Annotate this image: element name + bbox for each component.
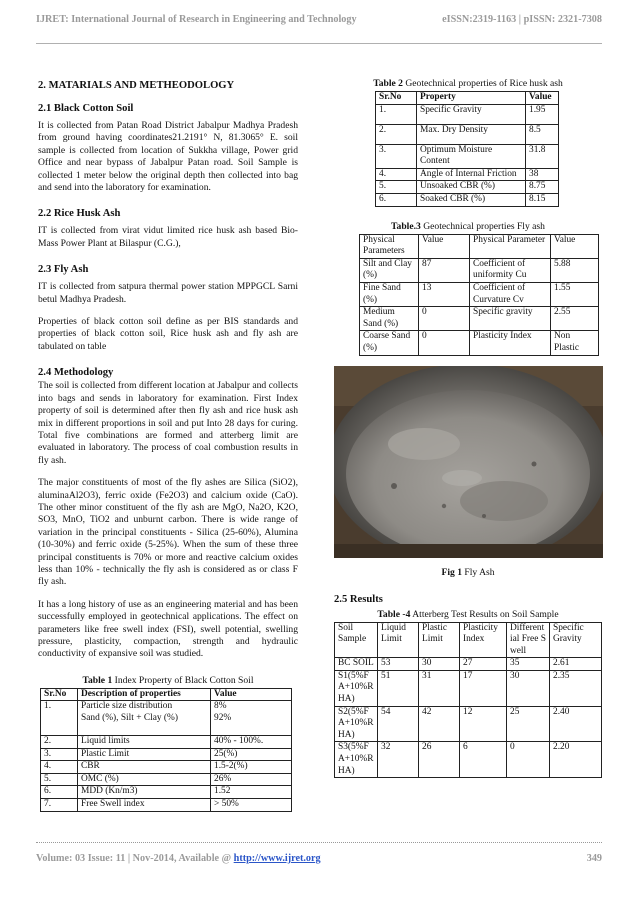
table-row	[41, 761, 292, 774]
table4-cell: 12	[460, 706, 507, 742]
subsection-title-results: 2.5 Results	[334, 593, 383, 605]
journal-title: IJRET: International Journal of Research in Engineering and Technology	[36, 14, 357, 25]
table1-cell: > 50%	[211, 798, 292, 811]
table3-cell: 2.55	[551, 307, 599, 331]
table-row	[360, 282, 599, 306]
table4-cell: 30	[507, 670, 550, 706]
table4-cell: 2.20	[550, 742, 602, 778]
table2-cell: Max. Dry Density	[417, 124, 526, 144]
fly-ash-figure	[334, 366, 602, 578]
table1-cell: 26%	[211, 773, 292, 786]
table-row	[376, 144, 559, 168]
table2-header: Value	[526, 92, 559, 105]
table3	[359, 234, 599, 356]
table-row	[376, 124, 559, 144]
subsection-title-black-cotton-soil: 2.1 Black Cotton Soil	[38, 103, 134, 114]
table2-cell: 8.75	[526, 181, 559, 194]
table2-cell: Soaked CBR (%)	[417, 193, 526, 206]
table1-cell: Liquid limits	[78, 736, 211, 749]
table4-cell: 51	[378, 670, 419, 706]
paragraph-methodology-2: The major constituents of most of the fly ashes are Silica (SiO2), aluminaAl2O3), ferric oxide (Fe2O3) and calcium oxide (CaO). The other minor constituent of the fly ash are MgO, Na2O, K2O, SO3, MnO, TiO2 and unburnt carbon. There is wide range of variation in the principal constituents - Silica (25-60%), Alumina (10-30%) and ferric oxide (5-25%). When the sum of these three principal constituents is 70% or more and reactive calcium oxides less than 10% - technically the fly ash is considered as or class F fly ash.	[38, 477, 298, 588]
page-header	[36, 14, 602, 30]
subsection-title-methodology: 2.4 Methodology	[38, 367, 114, 379]
table-row	[41, 713, 292, 736]
table-row	[41, 798, 292, 811]
table4-cell: BC SOIL	[335, 658, 378, 671]
header-rule	[36, 43, 602, 44]
table2-cell: 3.	[376, 144, 417, 168]
table-row	[360, 331, 599, 355]
table4-cell: 17	[460, 670, 507, 706]
table4-header: Liquid Limit	[378, 622, 419, 658]
footer-rule	[36, 842, 602, 843]
table-row	[41, 786, 292, 799]
table1-cell: 3.	[41, 748, 78, 761]
table-row	[360, 258, 599, 282]
table3-cell: Coefficient of Curvature Cv	[470, 282, 551, 306]
table3-cell: Specific gravity	[470, 307, 551, 331]
table1-cell: 1.5-2(%)	[211, 761, 292, 774]
table-row	[335, 706, 602, 742]
left-column	[38, 80, 298, 812]
table-row	[41, 748, 292, 761]
table3-cell: Non Plastic	[551, 331, 599, 355]
table1-cell: OMC (%)	[78, 773, 211, 786]
table3-cell: Coarse Sand (%)	[360, 331, 419, 355]
table2-caption	[334, 78, 602, 89]
table1-caption-label: Table 1	[82, 674, 113, 686]
table1-cell: 1.	[41, 701, 78, 713]
figure-caption-label: Fig 1	[441, 566, 462, 578]
journal-link[interactable]: http://www.ijret.org	[233, 853, 321, 864]
table4-cell: S1(5%FA+10%RHA)	[335, 670, 378, 706]
table1-cell: Free Swell index	[78, 798, 211, 811]
table3-cell: Silt and Clay (%)	[360, 258, 419, 282]
table4	[334, 622, 602, 779]
table2-cell: Angle of Internal Friction	[417, 168, 526, 181]
table4-cell: 31	[419, 670, 460, 706]
table4-caption-label: Table -4	[377, 608, 411, 620]
table-row	[335, 742, 602, 778]
table-row	[376, 168, 559, 181]
table2-cell: 8.15	[526, 193, 559, 206]
table3-cell: 13	[419, 282, 470, 306]
table4-cell: 6	[460, 742, 507, 778]
table1	[40, 688, 292, 812]
table4-caption	[334, 609, 602, 620]
table4-header: Soil Sample	[335, 622, 378, 658]
table2-cell: 4.	[376, 168, 417, 181]
issn: eISSN:2319-1163 | pISSN: 2321-7308	[442, 14, 602, 25]
table-row	[335, 658, 602, 671]
table3-header: Physical Parameter	[470, 234, 551, 258]
table3-caption-label: Table.3	[391, 220, 421, 232]
table3-cell: Plasticity Index	[470, 331, 551, 355]
table3-header: Value	[419, 234, 470, 258]
paragraph-fly-ash: IT is collected from satpura thermal power station MPPGCL Sarni betul Madhya Pradesh.	[38, 281, 298, 305]
page-number: 349	[586, 853, 602, 864]
table3-cell: 0	[419, 307, 470, 331]
table1-cell: 25(%)	[211, 748, 292, 761]
table3-header: Physical Parameters	[360, 234, 419, 258]
right-column	[334, 80, 602, 778]
table1-cell	[41, 713, 78, 736]
table-row	[376, 181, 559, 194]
table-row	[41, 736, 292, 749]
table-row	[41, 701, 292, 713]
table3-cell: 5.88	[551, 258, 599, 282]
table2-cell: 2.	[376, 124, 417, 144]
table2-cell: 5.	[376, 181, 417, 194]
footer-volume-text: Volume: 03 Issue: 11 | Nov-2014, Available @	[36, 853, 234, 864]
figure-caption-text: Fly Ash	[462, 566, 495, 578]
table3-cell: Fine Sand (%)	[360, 282, 419, 306]
table1-cell: 92%	[211, 713, 292, 736]
table2-caption-text: Geotechnical properties of Rice husk ash	[402, 78, 563, 89]
table1-cell: 40% - 100%.	[211, 736, 292, 749]
paragraph-methodology-1: The soil is collected from different location at Jabalpur and collects into bags and sends in laboratory for examination. First Index property of soil is determined after then fly ash and rice husk ash mix in different proportions in soil and put Into 28 days for curing. Total five combinations are formed and atterberg limit are evaluated in laboratory. The process of coal combustion results in fly ash.	[38, 380, 298, 466]
table4-cell: 42	[419, 706, 460, 742]
table3-cell: 1.55	[551, 282, 599, 306]
table1-cell: CBR	[78, 761, 211, 774]
table2-cell: 1.	[376, 104, 417, 124]
table4-cell: 2.61	[550, 658, 602, 671]
footer-volume	[36, 853, 321, 864]
subsection-title-fly-ash: 2.3 Fly Ash	[38, 264, 89, 276]
table4-cell: 25	[507, 706, 550, 742]
table1-cell: Plastic Limit	[78, 748, 211, 761]
table4-cell: 54	[378, 706, 419, 742]
table3-caption-text: Geotechnical properties Fly ash	[420, 220, 545, 232]
paragraph-rice-husk-ash: IT is collected from virat vidut limited rice husk ash based Bio-Mass Power Plant at Bilaspur (C.G.),	[38, 225, 298, 249]
table1-caption	[38, 675, 298, 686]
section-title: 2. MATARIALS AND METHEODOLOGY	[38, 80, 235, 91]
table1-cell: 8%	[211, 701, 292, 713]
subsection-title-rice-husk-ash: 2.2 Rice Husk Ash	[38, 208, 121, 220]
table1-cell: Particle size distribution	[78, 701, 211, 713]
table3-header: Value	[551, 234, 599, 258]
paragraph-properties: Properties of black cotton soil define as per BIS standards and properties of black cotton soil, Rice husk ash and fly ash are tabulated on table	[38, 316, 298, 352]
table1-cell: 6.	[41, 786, 78, 799]
table2-cell: 31.8	[526, 144, 559, 168]
table4-cell: 26	[419, 742, 460, 778]
table2-header: Sr.No	[376, 92, 417, 105]
table4-cell: 2.35	[550, 670, 602, 706]
table1-cell: 4.	[41, 761, 78, 774]
page-footer	[36, 853, 602, 869]
table4-header: Differential Free Swell	[507, 622, 550, 658]
table3-cell: 0	[419, 331, 470, 355]
table1-cell: MDD (Kn/m3)	[78, 786, 211, 799]
table4-cell: S3(5%FA+10%RHA)	[335, 742, 378, 778]
table1-header: Description of properties	[78, 688, 211, 701]
table2-cell: 6.	[376, 193, 417, 206]
table1-cell: 2.	[41, 736, 78, 749]
paragraph-methodology-3: It has a long history of use as an engineering material and has been successfully employed in geotechnical applications. The effect on parameters like free swell index (FSI), swell potential, swelling pressure, plasticity, compaction, strength and hydraulic conductivity of expansive soil was studied.	[38, 598, 298, 660]
table2-cell: 1.95	[526, 104, 559, 124]
table4-header: Plasticity Index	[460, 622, 507, 658]
table2-cell: Specific Gravity	[417, 104, 526, 124]
table-row	[360, 307, 599, 331]
table4-cell: 32	[378, 742, 419, 778]
table4-cell: 35	[507, 658, 550, 671]
fly-ash-photo	[334, 366, 603, 558]
table3-cell: Coefficient of uniformity Cu	[470, 258, 551, 282]
table3-cell: Medium Sand (%)	[360, 307, 419, 331]
table1-caption-text: Index Property of Black Cotton Soil	[112, 674, 254, 686]
table4-cell: 2.40	[550, 706, 602, 742]
table4-cell: 53	[378, 658, 419, 671]
table-row	[376, 104, 559, 124]
table1-header: Sr.No	[41, 688, 78, 701]
table1-cell: 1.52	[211, 786, 292, 799]
table4-caption-text: Atterberg Test Results on Soil Sample	[410, 608, 559, 620]
table3-caption	[334, 221, 602, 232]
table1-cell: 5.	[41, 773, 78, 786]
table4-cell: 0	[507, 742, 550, 778]
table1-header: Value	[211, 688, 292, 701]
table4-cell: S2(5%FA+10%RHA)	[335, 706, 378, 742]
table3-cell: 87	[419, 258, 470, 282]
table-row	[41, 773, 292, 786]
table-row	[335, 670, 602, 706]
table2-cell: 38	[526, 168, 559, 181]
table4-cell: 30	[419, 658, 460, 671]
table2-cell: Optimum Moisture Content	[417, 144, 526, 168]
table2-cell: Unsoaked CBR (%)	[417, 181, 526, 194]
table2-cell: 8.5	[526, 124, 559, 144]
figure-caption	[334, 567, 602, 578]
table2-caption-label: Table 2	[373, 78, 403, 89]
table1-cell: 7.	[41, 798, 78, 811]
table4-cell: 27	[460, 658, 507, 671]
table2-header: Property	[417, 92, 526, 105]
table4-header: Plastic Limit	[419, 622, 460, 658]
table2	[375, 91, 559, 207]
table1-cell: Sand (%), Silt + Clay (%)	[78, 713, 211, 736]
paragraph-black-cotton-soil: It is collected from Patan Road District Jabalpur Madhya Pradesh from ground having coordinates21.2191° N, 81.3065° E. soil sample is collected from location of Sukkha village, Power grid Office and near bypass of Jabalpur Patan road. Soil Sample is collected 1 meter below the original depth then collected into bag and send into the laboratory for examination.	[38, 120, 298, 194]
table-row	[376, 193, 559, 206]
table4-header: Specific Gravity	[550, 622, 602, 658]
